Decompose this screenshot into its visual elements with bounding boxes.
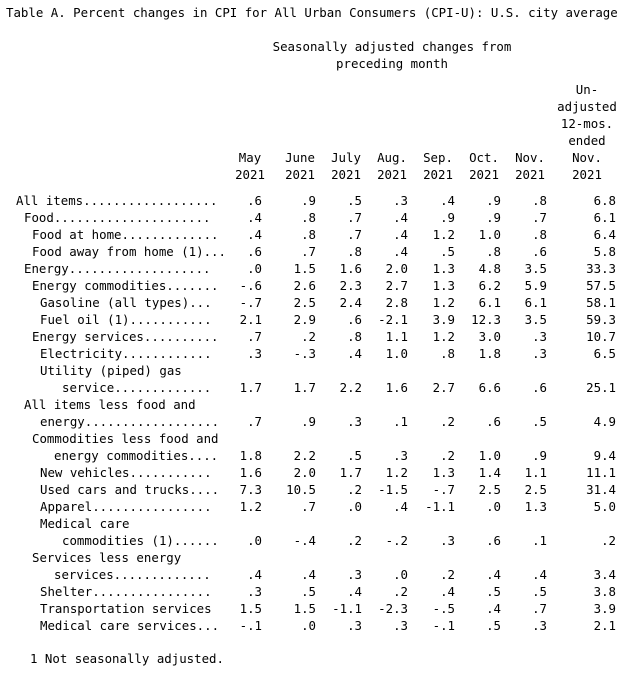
cell-col-4: 1.0 bbox=[385, 346, 408, 361]
cell-col-5: 3.9 bbox=[432, 312, 455, 327]
cell-col-7: 1.1 bbox=[524, 465, 547, 480]
cell-col-2: -.4 bbox=[293, 533, 316, 548]
cell-col-7: 1.3 bbox=[524, 499, 547, 514]
cell-col-6: .0 bbox=[486, 499, 501, 514]
cell-col-8: .2 bbox=[601, 533, 616, 548]
cell-col-1: .6 bbox=[247, 193, 262, 208]
cell-col-1: 1.6 bbox=[239, 465, 262, 480]
cell-col-4: 2.7 bbox=[385, 278, 408, 293]
cell-col-8: 33.3 bbox=[586, 261, 616, 276]
cell-col-3: .8 bbox=[347, 244, 362, 259]
cell-col-5: .8 bbox=[440, 346, 455, 361]
cell-col-6: 1.0 bbox=[478, 448, 501, 463]
cell-col-1: .0 bbox=[247, 261, 262, 276]
cell-col-7: 2.5 bbox=[524, 482, 547, 497]
cell-col-2: 10.5 bbox=[286, 482, 316, 497]
cell-col-4: .3 bbox=[393, 618, 408, 633]
table-row bbox=[0, 532, 638, 549]
row-label: energy commodities.... bbox=[54, 448, 219, 463]
cell-col-7: .7 bbox=[532, 210, 547, 225]
cell-col-5: .3 bbox=[440, 533, 455, 548]
cell-col-3: 2.4 bbox=[339, 295, 362, 310]
cell-col-7: .4 bbox=[532, 567, 547, 582]
row-label: commodities (1)...... bbox=[62, 533, 219, 548]
row-label: Apparel................ bbox=[40, 499, 212, 514]
row-label: All items.................. bbox=[16, 193, 218, 208]
cell-col-1: -.6 bbox=[239, 278, 262, 293]
cell-col-7: 5.9 bbox=[524, 278, 547, 293]
cell-col-3: .5 bbox=[347, 193, 362, 208]
cell-col-5: 1.3 bbox=[432, 465, 455, 480]
row-label: Energy services.......... bbox=[32, 329, 219, 344]
cell-col-7: .9 bbox=[532, 448, 547, 463]
cell-col-4: -1.5 bbox=[378, 482, 408, 497]
cell-col-5: 1.2 bbox=[432, 295, 455, 310]
cell-col-2: -.3 bbox=[293, 346, 316, 361]
cell-col-4: -2.1 bbox=[378, 312, 408, 327]
cell-col-4: .3 bbox=[393, 448, 408, 463]
cell-col-6: 1.4 bbox=[478, 465, 501, 480]
cell-col-1: 7.3 bbox=[239, 482, 262, 497]
table-row bbox=[0, 481, 638, 498]
cell-col-7: .5 bbox=[532, 584, 547, 599]
row-label: service............. bbox=[62, 380, 212, 395]
column-header-8-line-6: 2021 bbox=[572, 167, 602, 182]
cell-col-8: 25.1 bbox=[586, 380, 616, 395]
cell-col-4: .4 bbox=[393, 227, 408, 242]
column-header-2-line-1: June bbox=[285, 150, 315, 165]
column-header-1-line-1: May bbox=[238, 150, 262, 165]
row-label: Commodities less food and bbox=[32, 431, 219, 446]
column-header-8-line-2: adjusted bbox=[557, 99, 617, 114]
column-header-2-line-2: 2021 bbox=[285, 167, 315, 182]
cell-col-6: .8 bbox=[486, 244, 501, 259]
table-row bbox=[0, 209, 638, 226]
cell-col-6: 3.0 bbox=[478, 329, 501, 344]
cell-col-2: 2.9 bbox=[293, 312, 316, 327]
cell-col-5: -.1 bbox=[432, 618, 455, 633]
cell-col-2: .9 bbox=[301, 193, 316, 208]
cell-col-6: .4 bbox=[486, 601, 501, 616]
cell-col-3: .3 bbox=[347, 567, 362, 582]
cell-col-6: 2.5 bbox=[478, 482, 501, 497]
cell-col-2: 2.5 bbox=[293, 295, 316, 310]
cell-col-6: 6.2 bbox=[478, 278, 501, 293]
table-row bbox=[0, 362, 638, 379]
cell-col-5: .5 bbox=[440, 244, 455, 259]
cell-col-4: .4 bbox=[393, 210, 408, 225]
cell-col-5: 1.3 bbox=[432, 278, 455, 293]
cell-col-5: .4 bbox=[440, 584, 455, 599]
cell-col-5: -1.1 bbox=[425, 499, 455, 514]
cell-col-1: .7 bbox=[247, 414, 262, 429]
cell-col-6: .4 bbox=[486, 567, 501, 582]
cell-col-3: .0 bbox=[347, 499, 362, 514]
cell-col-1: 1.7 bbox=[239, 380, 262, 395]
cell-col-3: .3 bbox=[347, 618, 362, 633]
row-label: Utility (piped) gas bbox=[40, 363, 182, 378]
column-header-7-line-2: 2021 bbox=[515, 167, 545, 182]
cell-col-4: -.2 bbox=[385, 533, 408, 548]
column-header-4-line-1: Aug. bbox=[377, 150, 407, 165]
row-label: Electricity............ bbox=[40, 346, 212, 361]
cell-col-3: .2 bbox=[347, 482, 362, 497]
table-row bbox=[0, 277, 638, 294]
row-label: Food at home............. bbox=[32, 227, 219, 242]
cell-col-8: 6.4 bbox=[593, 227, 616, 242]
group-header-line-1: Seasonally adjusted changes from bbox=[272, 39, 512, 54]
cell-col-1: -.7 bbox=[239, 295, 262, 310]
cell-col-3: .2 bbox=[347, 533, 362, 548]
cell-col-8: 58.1 bbox=[586, 295, 616, 310]
column-header-8-line-5: Nov. bbox=[572, 150, 602, 165]
cell-col-1: .7 bbox=[247, 329, 262, 344]
cell-col-6: .9 bbox=[486, 210, 501, 225]
cell-col-4: -2.3 bbox=[378, 601, 408, 616]
row-label: services............. bbox=[54, 567, 211, 582]
row-label: Fuel oil (1)........... bbox=[40, 312, 212, 327]
cell-col-8: 4.9 bbox=[593, 414, 616, 429]
cell-col-6: 12.3 bbox=[471, 312, 501, 327]
cell-col-4: 1.6 bbox=[385, 380, 408, 395]
row-label: Transportation services bbox=[40, 601, 212, 616]
cell-col-5: 1.3 bbox=[432, 261, 455, 276]
cell-col-5: 1.2 bbox=[432, 227, 455, 242]
row-label: All items less food and bbox=[24, 397, 196, 412]
table-row bbox=[0, 260, 638, 277]
cell-col-3: .7 bbox=[347, 227, 362, 242]
column-header-8-line-3: 12-mos. bbox=[560, 116, 614, 131]
cell-col-1: .4 bbox=[247, 567, 262, 582]
cell-col-5: .4 bbox=[440, 193, 455, 208]
cell-col-2: .7 bbox=[301, 499, 316, 514]
table-row bbox=[0, 515, 638, 532]
cell-col-6: .5 bbox=[486, 618, 501, 633]
cell-col-2: .0 bbox=[301, 618, 316, 633]
cell-col-5: .2 bbox=[440, 414, 455, 429]
cell-col-1: .3 bbox=[247, 584, 262, 599]
cell-col-5: -.5 bbox=[432, 601, 455, 616]
cell-col-7: .7 bbox=[532, 601, 547, 616]
cell-col-8: 9.4 bbox=[593, 448, 616, 463]
cell-col-4: .2 bbox=[393, 584, 408, 599]
cell-col-4: .4 bbox=[393, 244, 408, 259]
table-row bbox=[0, 294, 638, 311]
cell-col-8: 5.0 bbox=[593, 499, 616, 514]
cell-col-1: 2.1 bbox=[239, 312, 262, 327]
cell-col-3: 1.7 bbox=[339, 465, 362, 480]
cell-col-1: .3 bbox=[247, 346, 262, 361]
cell-col-2: 1.7 bbox=[293, 380, 316, 395]
table-row bbox=[0, 396, 638, 413]
cell-col-2: .7 bbox=[301, 244, 316, 259]
cell-col-7: .6 bbox=[532, 380, 547, 395]
cell-col-3: .3 bbox=[347, 414, 362, 429]
cell-col-3: .8 bbox=[347, 329, 362, 344]
cell-col-8: 31.4 bbox=[586, 482, 616, 497]
cell-col-4: .0 bbox=[393, 567, 408, 582]
cell-col-8: 59.3 bbox=[586, 312, 616, 327]
cell-col-7: .1 bbox=[532, 533, 547, 548]
cell-col-6: .6 bbox=[486, 533, 501, 548]
cell-col-4: 1.2 bbox=[385, 465, 408, 480]
cell-col-8: 57.5 bbox=[586, 278, 616, 293]
cell-col-7: .5 bbox=[532, 414, 547, 429]
cell-col-2: .5 bbox=[301, 584, 316, 599]
table-row bbox=[0, 379, 638, 396]
row-label: Medical care bbox=[40, 516, 130, 531]
cell-col-2: 2.0 bbox=[293, 465, 316, 480]
cell-col-7: 6.1 bbox=[524, 295, 547, 310]
cell-col-1: 1.2 bbox=[239, 499, 262, 514]
cell-col-6: 6.6 bbox=[478, 380, 501, 395]
cell-col-7: .8 bbox=[532, 193, 547, 208]
cell-col-6: .6 bbox=[486, 414, 501, 429]
cell-col-8: 10.7 bbox=[586, 329, 616, 344]
cell-col-7: 3.5 bbox=[524, 312, 547, 327]
column-header-8-line-4: ended bbox=[568, 133, 606, 148]
row-label: Energy................... bbox=[24, 261, 211, 276]
row-label: energy.................. bbox=[40, 414, 220, 429]
table-row bbox=[0, 328, 638, 345]
cell-col-2: 1.5 bbox=[293, 261, 316, 276]
cell-col-6: 4.8 bbox=[478, 261, 501, 276]
column-header-4-line-2: 2021 bbox=[377, 167, 407, 182]
cell-col-7: .3 bbox=[532, 329, 547, 344]
cell-col-1: 1.8 bbox=[239, 448, 262, 463]
cell-col-1: .6 bbox=[247, 244, 262, 259]
table-row bbox=[0, 617, 638, 634]
row-label: Medical care services... bbox=[40, 618, 220, 633]
cell-col-7: .8 bbox=[532, 227, 547, 242]
table-row bbox=[0, 583, 638, 600]
cell-col-8: 3.8 bbox=[593, 584, 616, 599]
table-row bbox=[0, 566, 638, 583]
cell-col-4: .4 bbox=[393, 499, 408, 514]
row-label: Gasoline (all types)... bbox=[40, 295, 212, 310]
cell-col-8: 5.8 bbox=[593, 244, 616, 259]
row-label: Shelter................ bbox=[40, 584, 212, 599]
cell-col-7: .6 bbox=[532, 244, 547, 259]
cell-col-7: .3 bbox=[532, 618, 547, 633]
column-header-6-line-2: 2021 bbox=[469, 167, 499, 182]
column-header-5-line-2: 2021 bbox=[423, 167, 453, 182]
cell-col-8: 6.5 bbox=[593, 346, 616, 361]
cell-col-8: 6.8 bbox=[593, 193, 616, 208]
cell-col-3: .5 bbox=[347, 448, 362, 463]
cell-col-1: .0 bbox=[247, 533, 262, 548]
cell-col-3: -1.1 bbox=[332, 601, 362, 616]
row-label: Food..................... bbox=[24, 210, 211, 225]
cell-col-3: 2.2 bbox=[339, 380, 362, 395]
cell-col-4: .1 bbox=[393, 414, 408, 429]
column-header-8-line-1: Un- bbox=[575, 82, 599, 97]
table-row bbox=[0, 192, 638, 209]
cell-col-6: .9 bbox=[486, 193, 501, 208]
row-label: Energy commodities....... bbox=[32, 278, 219, 293]
table-row bbox=[0, 600, 638, 617]
column-header-3-line-2: 2021 bbox=[331, 167, 361, 182]
column-header-3-line-1: July bbox=[331, 150, 361, 165]
cell-col-4: 2.0 bbox=[385, 261, 408, 276]
cell-col-6: 6.1 bbox=[478, 295, 501, 310]
table-row bbox=[0, 464, 638, 481]
column-header-7-line-1: Nov. bbox=[515, 150, 545, 165]
table-row bbox=[0, 430, 638, 447]
table-row bbox=[0, 413, 638, 430]
cell-col-5: 1.2 bbox=[432, 329, 455, 344]
cell-col-8: 11.1 bbox=[586, 465, 616, 480]
table-title: Table A. Percent changes in CPI for All Urban Consumers (CPI-U): U.S. city average bbox=[6, 5, 618, 20]
row-label: Used cars and trucks.... bbox=[40, 482, 220, 497]
cell-col-2: .8 bbox=[301, 227, 316, 242]
cell-col-3: .4 bbox=[347, 346, 362, 361]
cell-col-2: 2.2 bbox=[293, 448, 316, 463]
cell-col-3: 2.3 bbox=[339, 278, 362, 293]
cell-col-6: 1.0 bbox=[478, 227, 501, 242]
cell-col-8: 2.1 bbox=[593, 618, 616, 633]
cell-col-4: 2.8 bbox=[385, 295, 408, 310]
table-row bbox=[0, 243, 638, 260]
cell-col-7: .3 bbox=[532, 346, 547, 361]
cell-col-6: 1.8 bbox=[478, 346, 501, 361]
cell-col-5: -.7 bbox=[432, 482, 455, 497]
cell-col-3: .6 bbox=[347, 312, 362, 327]
cell-col-6: .5 bbox=[486, 584, 501, 599]
cell-col-5: .2 bbox=[440, 567, 455, 582]
cell-col-5: .9 bbox=[440, 210, 455, 225]
cell-col-1: .4 bbox=[247, 227, 262, 242]
cell-col-3: .7 bbox=[347, 210, 362, 225]
cell-col-5: .2 bbox=[440, 448, 455, 463]
footnote: 1 Not seasonally adjusted. bbox=[30, 651, 224, 666]
cell-col-7: 3.5 bbox=[524, 261, 547, 276]
cell-col-2: 2.6 bbox=[293, 278, 316, 293]
row-label: New vehicles........... bbox=[40, 465, 212, 480]
cell-col-3: 1.6 bbox=[339, 261, 362, 276]
table-row bbox=[0, 498, 638, 515]
cell-col-1: -.1 bbox=[239, 618, 262, 633]
cell-col-8: 6.1 bbox=[593, 210, 616, 225]
cell-col-1: .4 bbox=[247, 210, 262, 225]
cell-col-2: 1.5 bbox=[293, 601, 316, 616]
table-row bbox=[0, 311, 638, 328]
cell-col-2: .9 bbox=[301, 414, 316, 429]
cell-col-8: 3.9 bbox=[593, 601, 616, 616]
cell-col-4: .3 bbox=[393, 193, 408, 208]
cell-col-3: .4 bbox=[347, 584, 362, 599]
table-row bbox=[0, 549, 638, 566]
row-label: Services less energy bbox=[32, 550, 182, 565]
table-row bbox=[0, 447, 638, 464]
table-row bbox=[0, 345, 638, 362]
cell-col-4: 1.1 bbox=[385, 329, 408, 344]
cell-col-1: 1.5 bbox=[239, 601, 262, 616]
cell-col-8: 3.4 bbox=[593, 567, 616, 582]
cell-col-2: .4 bbox=[301, 567, 316, 582]
table-row bbox=[0, 226, 638, 243]
row-label: Food away from home (1)... bbox=[32, 244, 226, 259]
cell-col-2: .2 bbox=[301, 329, 316, 344]
column-header-6-line-1: Oct. bbox=[469, 150, 499, 165]
cell-col-5: 2.7 bbox=[432, 380, 455, 395]
column-header-1-line-2: 2021 bbox=[235, 167, 265, 182]
group-header-line-2: preceding month bbox=[336, 56, 448, 71]
cell-col-2: .8 bbox=[301, 210, 316, 225]
column-header-5-line-1: Sep. bbox=[423, 150, 453, 165]
